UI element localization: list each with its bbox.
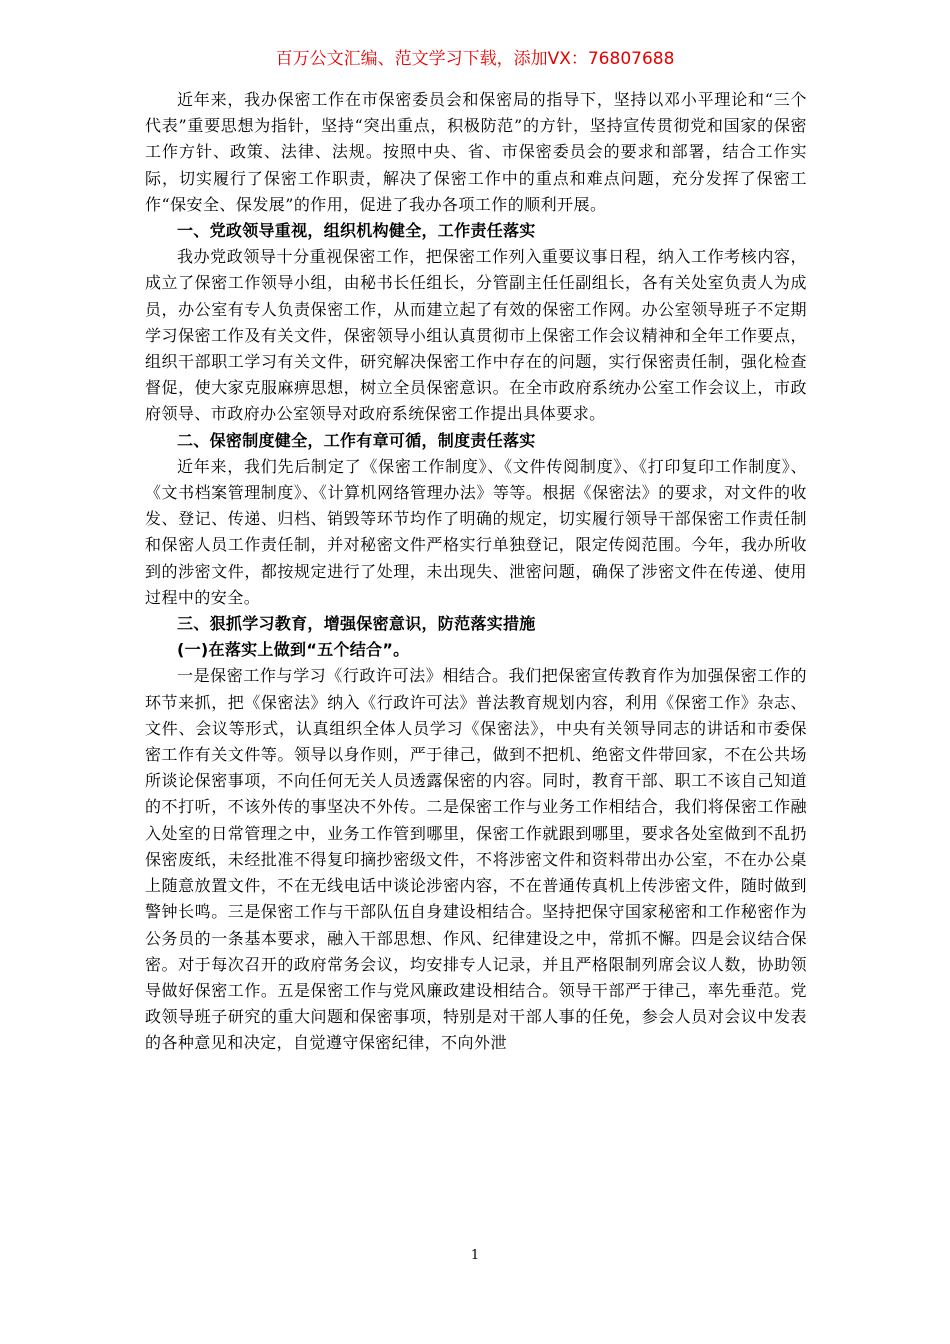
section-heading-1: 一、党政领导重视，组织机构健全，工作责任落实 bbox=[177, 221, 536, 241]
subsection-heading-1: (一)在落实上做到“五个结合”。 bbox=[177, 640, 410, 660]
intro-paragraph: 近年来，我办保密工作在市保密委员会和保密局的指导下，坚持以邓小平理论和“三个代表”重要思想为指针，坚持“突出重点，积极防范”的方针，坚持宣传贯彻党和国家的保密工作方针、政策、法律、法规。按照中央、省、市保密委员会的要求和部署，结合工作实际，切实履行了保密工作职责，解决了保密工作中的重点和难点问题，充分发挥了保密工作“保安全、保发展”的作用，促进了我办各项工作的顺利开展。 bbox=[145, 90, 807, 214]
subsection-1-paragraph: 一是保密工作与学习《行政许可法》相结合。我们把保密宣传教育作为加强保密工作的环节来抓，把《保密法》纳入《行政许可法》普法教育规划内容，利用《保密工作》杂志、文件、会议等形式，认真组织全体人员学习《保密法》，中央有关领导同志的讲话和市委保密工作有关文件等。领导以身作则，严于律己，做到不把机、绝密文件带回家，不在公共场所谈论保密事项，不向任何无关人员透露保密的内容。同时，教育干部、职工不该自己知道的不打听，不该外传的事坚决不外传。二是保密工作与业务工作相结合，我们将保密工作融入处室的日常管理之中，业务工作管到哪里，保密工作就跟到哪里，要求各处室做到不乱扔保密废纸，未经批准不得复印摘抄密级文件，不将涉密文件和资料带出办公室，不在办公桌上随意放置文件，不在无线电话中谈论涉密内容，不在普通传真机上传涉密文件，随时做到警钟长鸣。三是保密工作与干部队伍自身建设相结合。坚持把保守国家秘密和工作秘密作为公务员的一条基本要求，融入干部思想、作风、纪律建设之中，常抓不懈。四是会议结合保密。对于每次召开的政府常务会议，均安排专人记录，并且严格限制列席会议人数，协助领导做好保密工作。五是保密工作与党风廉政建设相结合。领导干部严于律己，率先垂范。党政领导班子研究的重大问题和保密事项，特别是对干部人事的任免，参会人员对会议中发表的各种意见和决定，自觉遵守保密纪律，不向外泄 bbox=[145, 666, 807, 1053]
section-heading-3: 三、狠抓学习教育，增强保密意识，防范落实措施 bbox=[177, 614, 536, 634]
header-banner: 百万公文汇编、范文学习下载，添加VX：76807688 bbox=[275, 49, 675, 69]
document-body bbox=[145, 87, 807, 1057]
page-number: 1 bbox=[470, 1248, 480, 1263]
section-1-paragraph: 我办党政领导十分重视保密工作，把保密工作列入重要议事日程，纳入工作考核内容，成立了保密工作领导小组，由秘书长任组长，分管副主任任副组长，各有关处室负责人为成员，办公室有专人负责保密工作，从而建立起了有效的保密工作网。办公室领导班子不定期学习保密工作及有关文件，保密领导小组认真贯彻市上保密工作会议精神和全年工作要点，组织干部职工学习有关文件，研究解决保密工作中存在的问题，实行保密责任制，强化检查督促，使大家克服麻痹思想，树立全员保密意识。在全市政府系统办公室工作会议上，市政府领导、市政府办公室领导对政府系统保密工作提出具体要求。 bbox=[145, 247, 807, 424]
section-heading-2: 二、保密制度健全，工作有章可循，制度责任落实 bbox=[177, 430, 536, 450]
section-2-paragraph: 近年来，我们先后制定了《保密工作制度》、《文件传阅制度》、《打印复印工作制度》、《文书档案管理制度》、《计算机网络管理办法》等等。根据《保密法》的要求，对文件的收发、登记、传递、归档、销毁等环节均作了明确的规定，切实履行领导干部保密工作责任制和保密人员工作责任制，并对秘密文件严格实行单独登记，限定传阅范围。今年，我办所收到的涉密文件，都按规定进行了处理，未出现失、泄密问题，确保了涉密文件在传递、使用过程中的安全。 bbox=[145, 456, 807, 607]
